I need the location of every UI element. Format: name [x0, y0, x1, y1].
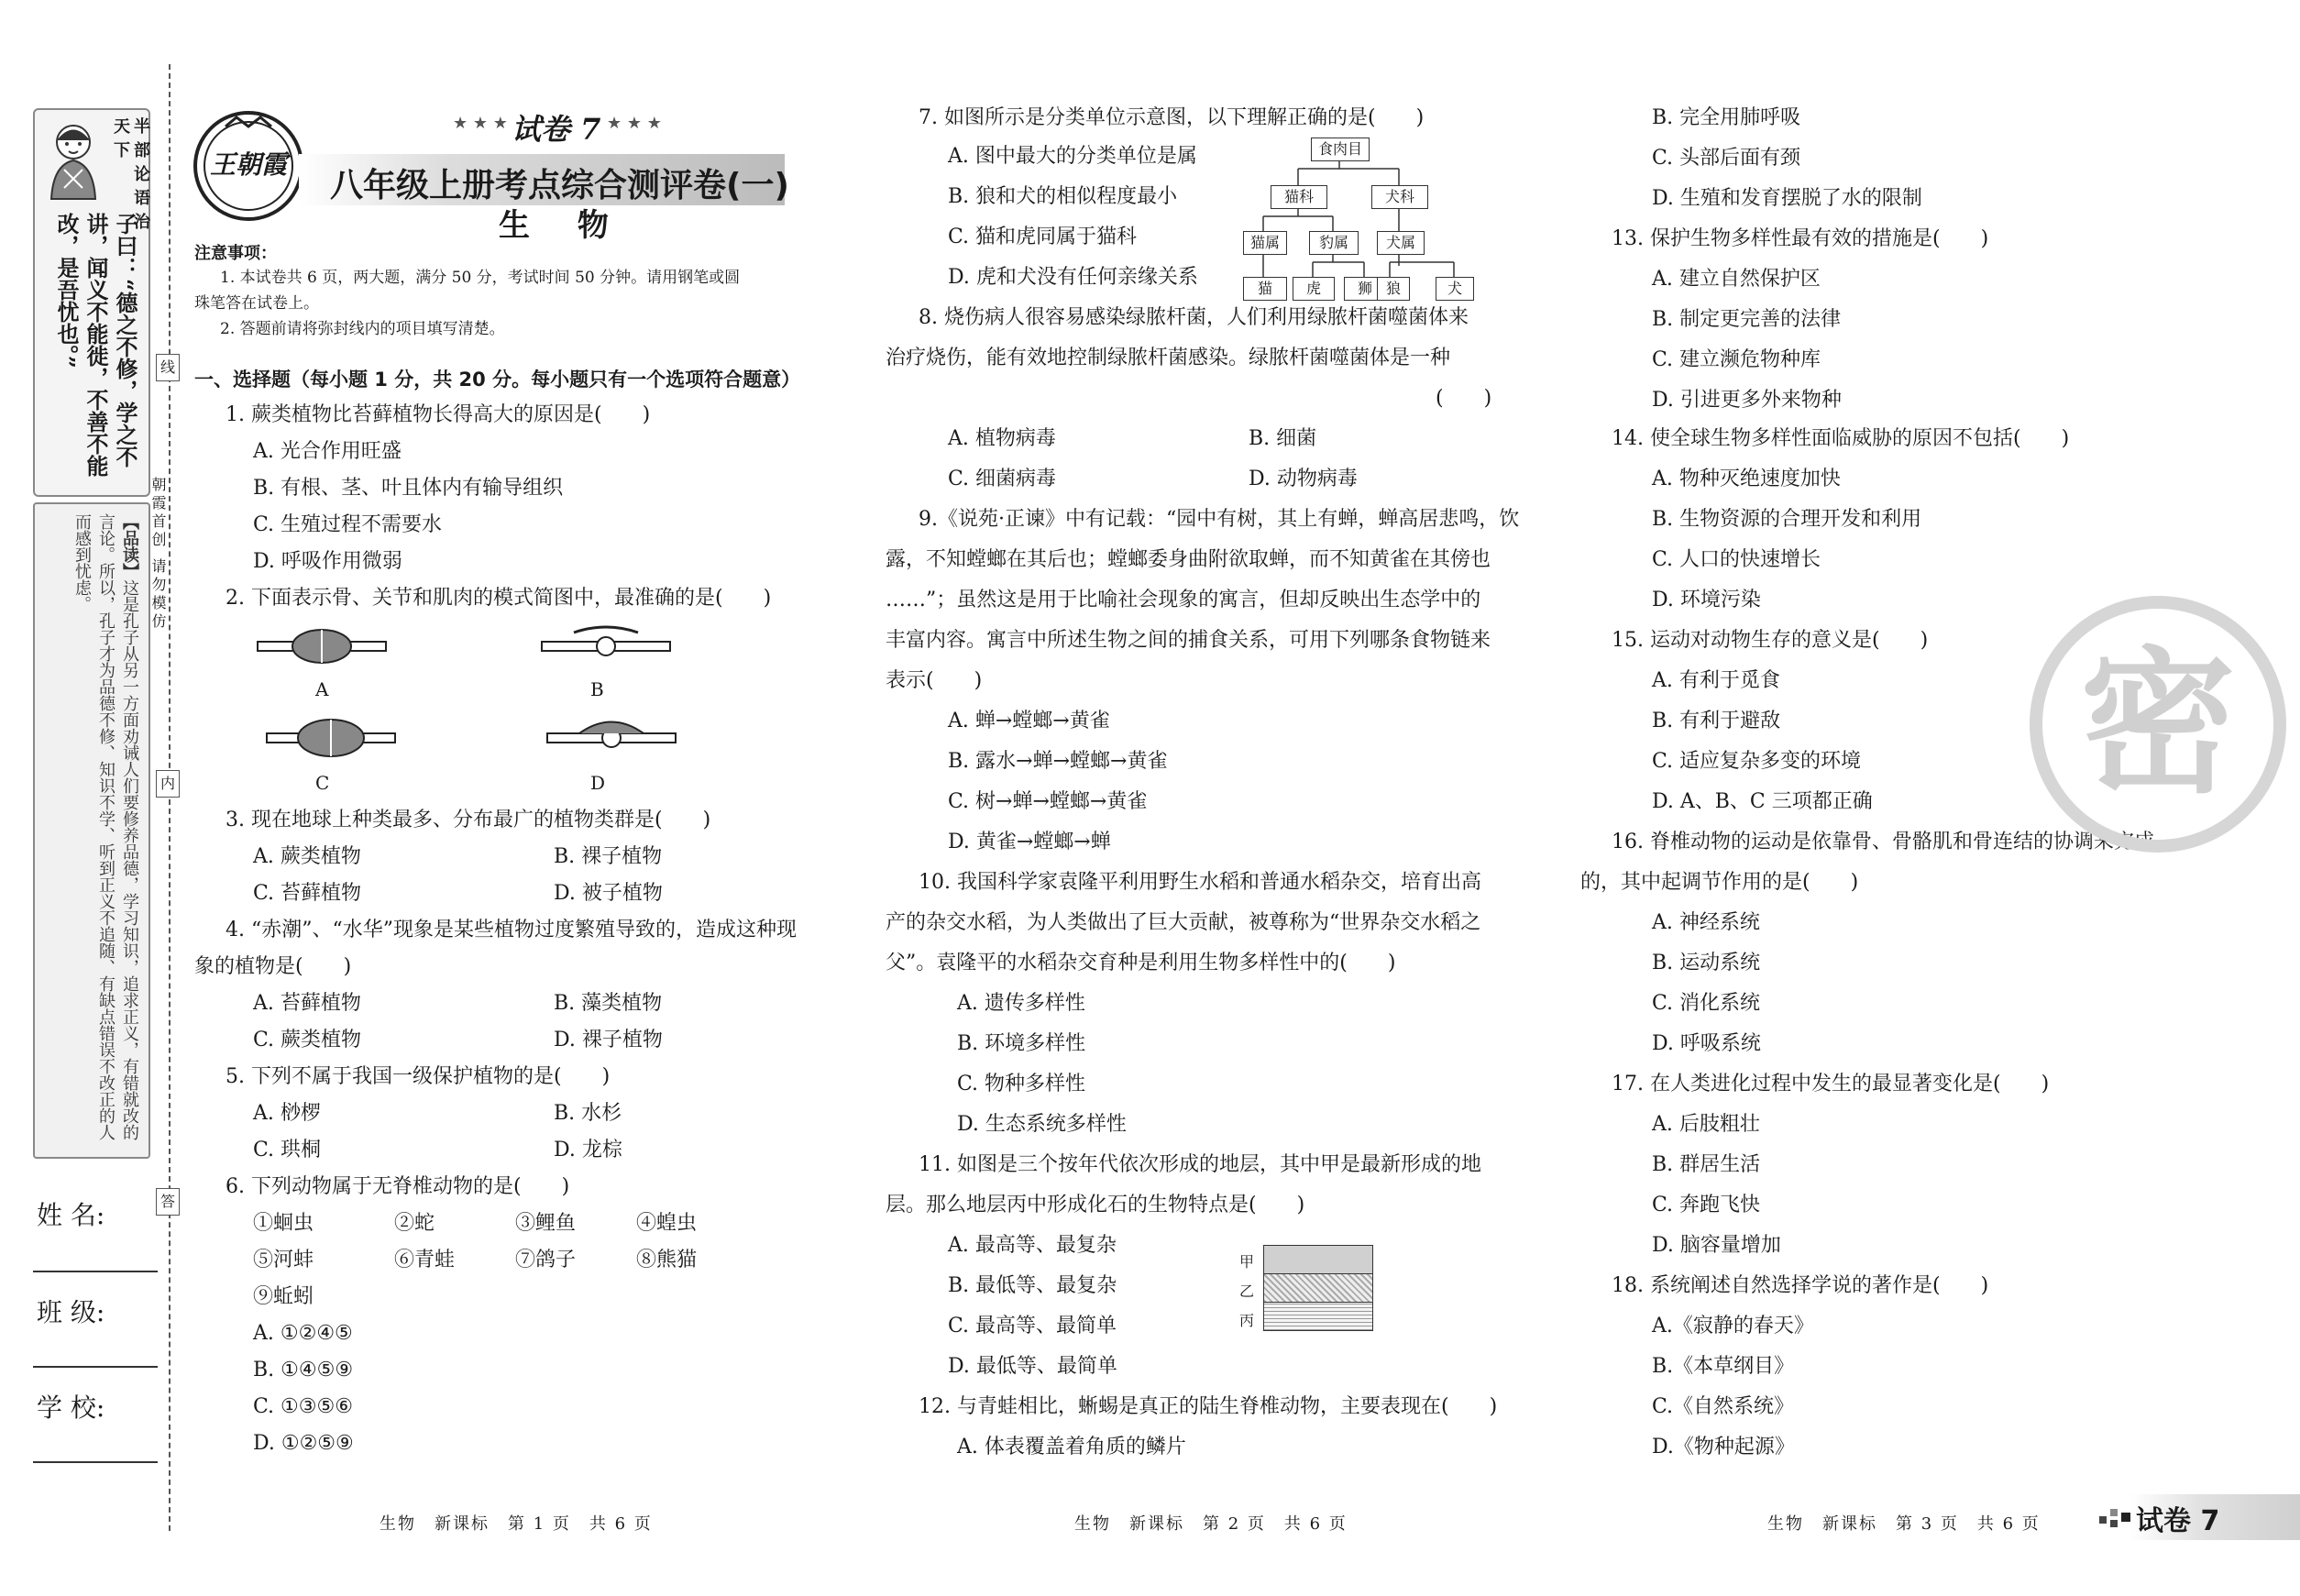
q9-option-c[interactable]: C. 树→蝉→螳螂→黄雀 — [948, 790, 1148, 813]
q15-stem: 15. 运动对动物生存的意义是( ) — [1612, 629, 1929, 652]
footer-page-3: 生物 新课标 第 3 页 共 6 页 — [1767, 1514, 2041, 1534]
q15-option-b[interactable]: B. 有利于避敌 — [1652, 710, 1781, 732]
q15-option-d[interactable]: D. A、B、C 三项都正确 — [1652, 790, 1873, 813]
q11-option-c[interactable]: C. 最高等、最简单 — [948, 1315, 1117, 1337]
series-stars-right: ★ ★ ★ — [607, 114, 662, 133]
q5-option-b[interactable]: B. 水杉 — [554, 1102, 622, 1125]
q8-option-a[interactable]: A. 植物病毒 — [948, 427, 1056, 450]
q14-option-c[interactable]: C. 人口的快速增长 — [1652, 548, 1821, 571]
confucius-quote: 子曰：“德之不修，学之不讲，闻义不能徙，不善不能改，是吾忧也。” — [53, 213, 138, 477]
notes-heading: 注意事项： — [194, 244, 277, 263]
q4-option-b[interactable]: B. 藻类植物 — [554, 992, 663, 1015]
q2-label-d: D — [590, 772, 606, 794]
q18-option-a[interactable]: A.《寂静的春天》 — [1652, 1315, 1814, 1337]
subject-title: 生 物 — [499, 207, 627, 244]
tree-species-tiger: 虎 — [1293, 277, 1335, 301]
q9-line-3: ……”；虽然这是用于比喻社会现象的寓言，但却反映出生态学中的 — [886, 589, 1481, 611]
q2-label-b: B — [590, 678, 604, 700]
q9-option-d[interactable]: D. 黄雀→螳螂→蝉 — [948, 831, 1111, 853]
q16-option-b[interactable]: B. 运动系统 — [1652, 952, 1761, 974]
series-stars: ★ ★ ★ — [453, 114, 508, 133]
q10-line-2: 产的杂交水稻，为人类做出了巨大贡献，被尊称为“世界杂交水稻之 — [886, 911, 1481, 934]
school-field[interactable] — [33, 1461, 158, 1463]
q17-option-b[interactable]: B. 群居生活 — [1652, 1153, 1761, 1176]
q17-option-a[interactable]: A. 后肢粗壮 — [1652, 1113, 1760, 1136]
q1-option-d[interactable]: D. 呼吸作用微弱 — [253, 550, 402, 573]
q7-taxonomy-diagram — [1243, 138, 1491, 303]
q9-option-b[interactable]: B. 露水→蝉→螳螂→黄雀 — [948, 750, 1168, 773]
q11-option-d[interactable]: D. 最低等、最简单 — [948, 1355, 1117, 1378]
q6-item-2: ②蛇 — [394, 1212, 435, 1235]
q14-option-b[interactable]: B. 生物资源的合理开发和利用 — [1652, 508, 1922, 531]
series-label: 试卷 7 — [512, 112, 601, 147]
q6-item-7: ⑦鸽子 — [515, 1249, 577, 1271]
q14-stem: 14. 使全球生物多样性面临威胁的原因不包括( ) — [1612, 427, 2070, 450]
q2-diagram-b[interactable] — [537, 623, 675, 673]
q15-option-a[interactable]: A. 有利于觅食 — [1652, 669, 1780, 692]
q11-option-a[interactable]: A. 最高等、最复杂 — [948, 1234, 1117, 1257]
q18-option-d[interactable]: D.《物种起源》 — [1652, 1436, 1795, 1458]
q8-option-c[interactable]: C. 细菌病毒 — [948, 468, 1057, 490]
motto-side-text: 半部论语治天下 — [111, 117, 150, 237]
reading-label: 【品读】 — [120, 513, 139, 579]
q2-label-a: A — [315, 678, 329, 700]
q8-bracket: ( ) — [1436, 387, 1492, 410]
q12-option-c[interactable]: C. 头部后面有颈 — [1652, 147, 1801, 170]
q2-stem: 2. 下面表示骨、关节和肌肉的模式简图中，最准确的是( ) — [226, 587, 772, 610]
tree-genus-canis: 犬属 — [1377, 231, 1425, 255]
q9-line-5: 表示( ) — [886, 669, 983, 692]
q4-stem-2: 象的植物是( ) — [194, 955, 352, 978]
tree-family-cat: 猫科 — [1271, 185, 1327, 209]
q16-line-1: 16. 脊椎动物的运动是依靠骨、骨骼肌和骨连结的协调来完成 — [1612, 831, 2154, 853]
stratum-jia — [1263, 1245, 1373, 1274]
q3-option-a[interactable]: A. 蕨类植物 — [253, 845, 361, 868]
tree-species-wolf: 狼 — [1377, 277, 1410, 301]
notes-line-2: 2. 答题前请将弥封线内的项目填写清楚。 — [220, 320, 505, 338]
q6-stem: 6. 下列动物属于无脊椎动物的是( ) — [226, 1175, 570, 1198]
q13-option-a[interactable]: A. 建立自然保护区 — [1652, 268, 1821, 291]
watermark-char: 密 — [2079, 633, 2236, 815]
q6-item-6: ⑥青蛙 — [394, 1249, 456, 1271]
footer-page-2: 生物 新课标 第 2 页 共 6 页 — [1074, 1514, 1348, 1534]
logo-text: 王朝霞 — [209, 149, 287, 180]
class-field[interactable] — [33, 1366, 158, 1368]
q10-line-1: 10. 我国科学家袁隆平利用野生水稻和普通水稻杂交，培育出高 — [919, 871, 1481, 894]
q6-option-a[interactable]: A. ①②④⑤ — [253, 1322, 353, 1345]
q11-line-1: 11. 如图是三个按年代依次形成的地层，其中甲是最新形成的地 — [919, 1153, 1481, 1176]
q4-stem-1: 4. “赤潮”、“水华”现象是某些植物过度繁殖导致的，造成这种现 — [226, 919, 797, 941]
q13-option-b[interactable]: B. 制定更完善的法律 — [1652, 308, 1842, 331]
q12-option-b[interactable]: B. 完全用肺呼吸 — [1652, 106, 1801, 129]
q16-line-2: 的，其中起调节作用的是( ) — [1580, 871, 1859, 894]
q8-stem-2: 治疗烧伤，能有效地控制绿脓杆菌感染。绿脓杆菌噬菌体是一种 — [886, 347, 1451, 369]
q13-option-c[interactable]: C. 建立濒危物种库 — [1652, 348, 1821, 371]
q15-option-c[interactable]: C. 适应复杂多变的环境 — [1652, 750, 1862, 773]
q5-stem: 5. 下列不属于我国一级保护植物的是( ) — [226, 1065, 611, 1088]
stratum-label-yi: 乙 — [1239, 1282, 1255, 1300]
q6-option-c[interactable]: C. ①③⑤⑥ — [253, 1395, 353, 1418]
tree-species-cat: 猫 — [1243, 277, 1287, 301]
q14-option-d[interactable]: D. 环境污染 — [1652, 589, 1761, 611]
q10-option-b[interactable]: B. 环境多样性 — [957, 1032, 1086, 1055]
q6-item-5: ⑤河蚌 — [253, 1249, 314, 1271]
sealing-line — [169, 64, 171, 1531]
q7-option-c[interactable]: C. 猫和虎同属于猫科 — [948, 226, 1138, 248]
stratum-bing — [1263, 1302, 1373, 1331]
q3-option-b[interactable]: B. 裸子植物 — [554, 845, 663, 868]
tree-family-dog: 犬科 — [1371, 185, 1428, 209]
q6-item-4: ④蝗虫 — [636, 1212, 698, 1235]
q16-option-d[interactable]: D. 呼吸系统 — [1652, 1032, 1761, 1055]
school-label: 学 校: — [37, 1392, 105, 1423]
q16-option-a[interactable]: A. 神经系统 — [1652, 911, 1760, 934]
reading-body: 这是孔子从另一方面劝诫人们要修养品德，学习知识，追求正义，有错就改的言论。所以，孔子才为品德不修、知识不学、听到正义不追随、有缺点错误不改正的人而感到忧虑。 — [72, 513, 139, 1140]
confucius-figure-icon — [37, 115, 110, 205]
q10-line-3: 父”。袁隆平的水稻杂交育种是利用生物多样性中的( ) — [886, 952, 1396, 974]
footer-page-1: 生物 新课标 第 1 页 共 6 页 — [380, 1514, 653, 1534]
q17-option-d[interactable]: D. 脑容量增加 — [1652, 1234, 1781, 1257]
q12-option-d[interactable]: D. 生殖和发育摆脱了水的限制 — [1652, 187, 1922, 210]
q6-option-b[interactable]: B. ①④⑤⑨ — [253, 1359, 354, 1381]
q1-option-a[interactable]: A. 光合作用旺盛 — [253, 440, 402, 463]
notes-line-1b: 珠笔答在试卷上。 — [194, 294, 319, 313]
q3-option-d[interactable]: D. 被子植物 — [554, 882, 663, 905]
tree-order: 食肉目 — [1311, 138, 1370, 161]
q9-line-2: 露，不知螳螂在其后也；螳螂委身曲附欲取蝉，而不知黄雀在其傍也 — [886, 548, 1491, 571]
q1-stem: 1. 蕨类植物比苔藓植物长得高大的原因是( ) — [226, 403, 651, 426]
footer-badge-text: 试卷 7 — [2136, 1505, 2220, 1537]
q12-stem: 12. 与青蛙相比，蜥蜴是真正的陆生脊椎动物，主要表现在( ) — [919, 1395, 1498, 1418]
q13-stem: 13. 保护生物多样性最有效的措施是( ) — [1612, 227, 1989, 250]
tree-species-lion: 狮 — [1344, 277, 1386, 301]
q1-option-b[interactable]: B. 有根、茎、叶且体内有输导组织 — [253, 477, 564, 500]
q6-option-d[interactable]: D. ①②⑤⑨ — [253, 1432, 354, 1455]
notes-line-1a: 1. 本试卷共 6 页，两大题，满分 50 分，考试时间 50 分钟。请用钢笔或圆 — [220, 269, 741, 287]
q12-option-a[interactable]: A. 体表覆盖着角质的鳞片 — [957, 1436, 1186, 1458]
q8-stem-1: 8. 烧伤病人很容易感染绿脓杆菌，人们利用绿脓杆菌噬菌体来 — [919, 306, 1469, 329]
q18-option-b[interactable]: B.《本草纲目》 — [1652, 1355, 1795, 1378]
q9-line-1: 9.《说苑·正谏》中有记载：“园中有树，其上有蝉，蝉高居悲鸣，饮 — [919, 508, 1520, 531]
name-field[interactable] — [33, 1271, 158, 1272]
q1-option-c[interactable]: C. 生殖过程不需要水 — [253, 513, 443, 536]
q18-stem: 18. 系统阐述自然选择学说的著作是( ) — [1612, 1274, 1989, 1297]
stratum-yi — [1263, 1273, 1373, 1303]
q8-option-b[interactable]: B. 细菌 — [1249, 427, 1317, 450]
seal-mark-3: 答 — [156, 1188, 180, 1216]
q2-diagram-c[interactable] — [262, 715, 400, 765]
q18-option-c[interactable]: C.《自然系统》 — [1652, 1395, 1795, 1418]
section-heading: 一、选择题（每小题 1 分，共 20 分。每小题只有一个选项符合题意） — [194, 369, 801, 391]
q16-option-c[interactable]: C. 消化系统 — [1652, 992, 1761, 1015]
q3-option-c[interactable]: C. 苔藓植物 — [253, 882, 362, 905]
tree-genus-panthera: 豹属 — [1309, 231, 1359, 255]
tree-species-dog: 犬 — [1436, 277, 1474, 301]
q4-option-a[interactable]: A. 苔藓植物 — [253, 992, 361, 1015]
q4-option-d[interactable]: D. 裸子植物 — [554, 1029, 663, 1051]
stratum-label-bing: 丙 — [1239, 1312, 1255, 1329]
q2-label-c: C — [315, 772, 330, 794]
tree-genus-felis: 猫属 — [1243, 231, 1287, 255]
q7-option-d[interactable]: D. 虎和犬没有任何亲缘关系 — [948, 266, 1198, 289]
q6-item-1: ①蛔虫 — [253, 1212, 314, 1235]
q2-diagram-d[interactable] — [543, 715, 680, 765]
q3-stem: 3. 现在地球上种类最多、分布最广的植物类群是( ) — [226, 809, 711, 831]
q7-stem: 7. 如图所示是分类单位示意图，以下理解正确的是( ) — [919, 106, 1425, 129]
q2-diagram-a[interactable] — [253, 623, 391, 673]
q13-option-d[interactable]: D. 引进更多外来物种 — [1652, 389, 1842, 412]
q6-item-3: ③鲤鱼 — [515, 1212, 577, 1235]
q5-option-a[interactable]: A. 桫椤 — [253, 1102, 321, 1125]
q9-line-4: 丰富内容。寓言中所述生物之间的捕食关系，可用下列哪条食物链来 — [886, 629, 1491, 652]
stratum-label-jia: 甲 — [1239, 1253, 1255, 1271]
q10-option-c[interactable]: C. 物种多样性 — [957, 1073, 1086, 1095]
seal-mark-2: 内 — [156, 770, 180, 798]
q14-option-a[interactable]: A. 物种灭绝速度加快 — [1652, 468, 1841, 490]
seal-mark-1: 线 — [156, 354, 180, 381]
reading-text — [53, 513, 141, 1146]
q11-line-2: 层。那么地层丙中形成化石的生物特点是( ) — [886, 1194, 1305, 1216]
q6-item-8: ⑧熊猫 — [636, 1249, 698, 1271]
q7-option-a[interactable]: A. 图中最大的分类单位是属 — [948, 145, 1197, 168]
q10-option-d[interactable]: D. 生态系统多样性 — [957, 1113, 1127, 1136]
q11-option-b[interactable]: B. 最低等、最复杂 — [948, 1274, 1117, 1297]
q5-option-d[interactable]: D. 龙棕 — [554, 1139, 622, 1161]
q4-option-c[interactable]: C. 蕨类植物 — [253, 1029, 362, 1051]
class-label: 班 级: — [37, 1297, 105, 1327]
q9-option-a[interactable]: A. 蝉→螳螂→黄雀 — [948, 710, 1110, 732]
page-title: 八年级上册考点综合测评卷(一) — [330, 167, 789, 204]
name-label: 姓 名: — [37, 1200, 105, 1230]
q6-item-9: ⑨蚯蚓 — [253, 1285, 314, 1308]
q8-option-d[interactable]: D. 动物病毒 — [1249, 468, 1358, 490]
q17-stem: 17. 在人类进化过程中发生的最显著变化是( ) — [1612, 1073, 2050, 1095]
q5-option-c[interactable]: C. 珙桐 — [253, 1139, 322, 1161]
q7-option-b[interactable]: B. 狼和犬的相似程度最小 — [948, 185, 1178, 208]
q17-option-c[interactable]: C. 奔跑飞快 — [1652, 1194, 1761, 1216]
q10-option-a[interactable]: A. 遗传多样性 — [957, 992, 1085, 1015]
brand-note: 朝霞首创 请勿模仿 — [149, 477, 167, 633]
